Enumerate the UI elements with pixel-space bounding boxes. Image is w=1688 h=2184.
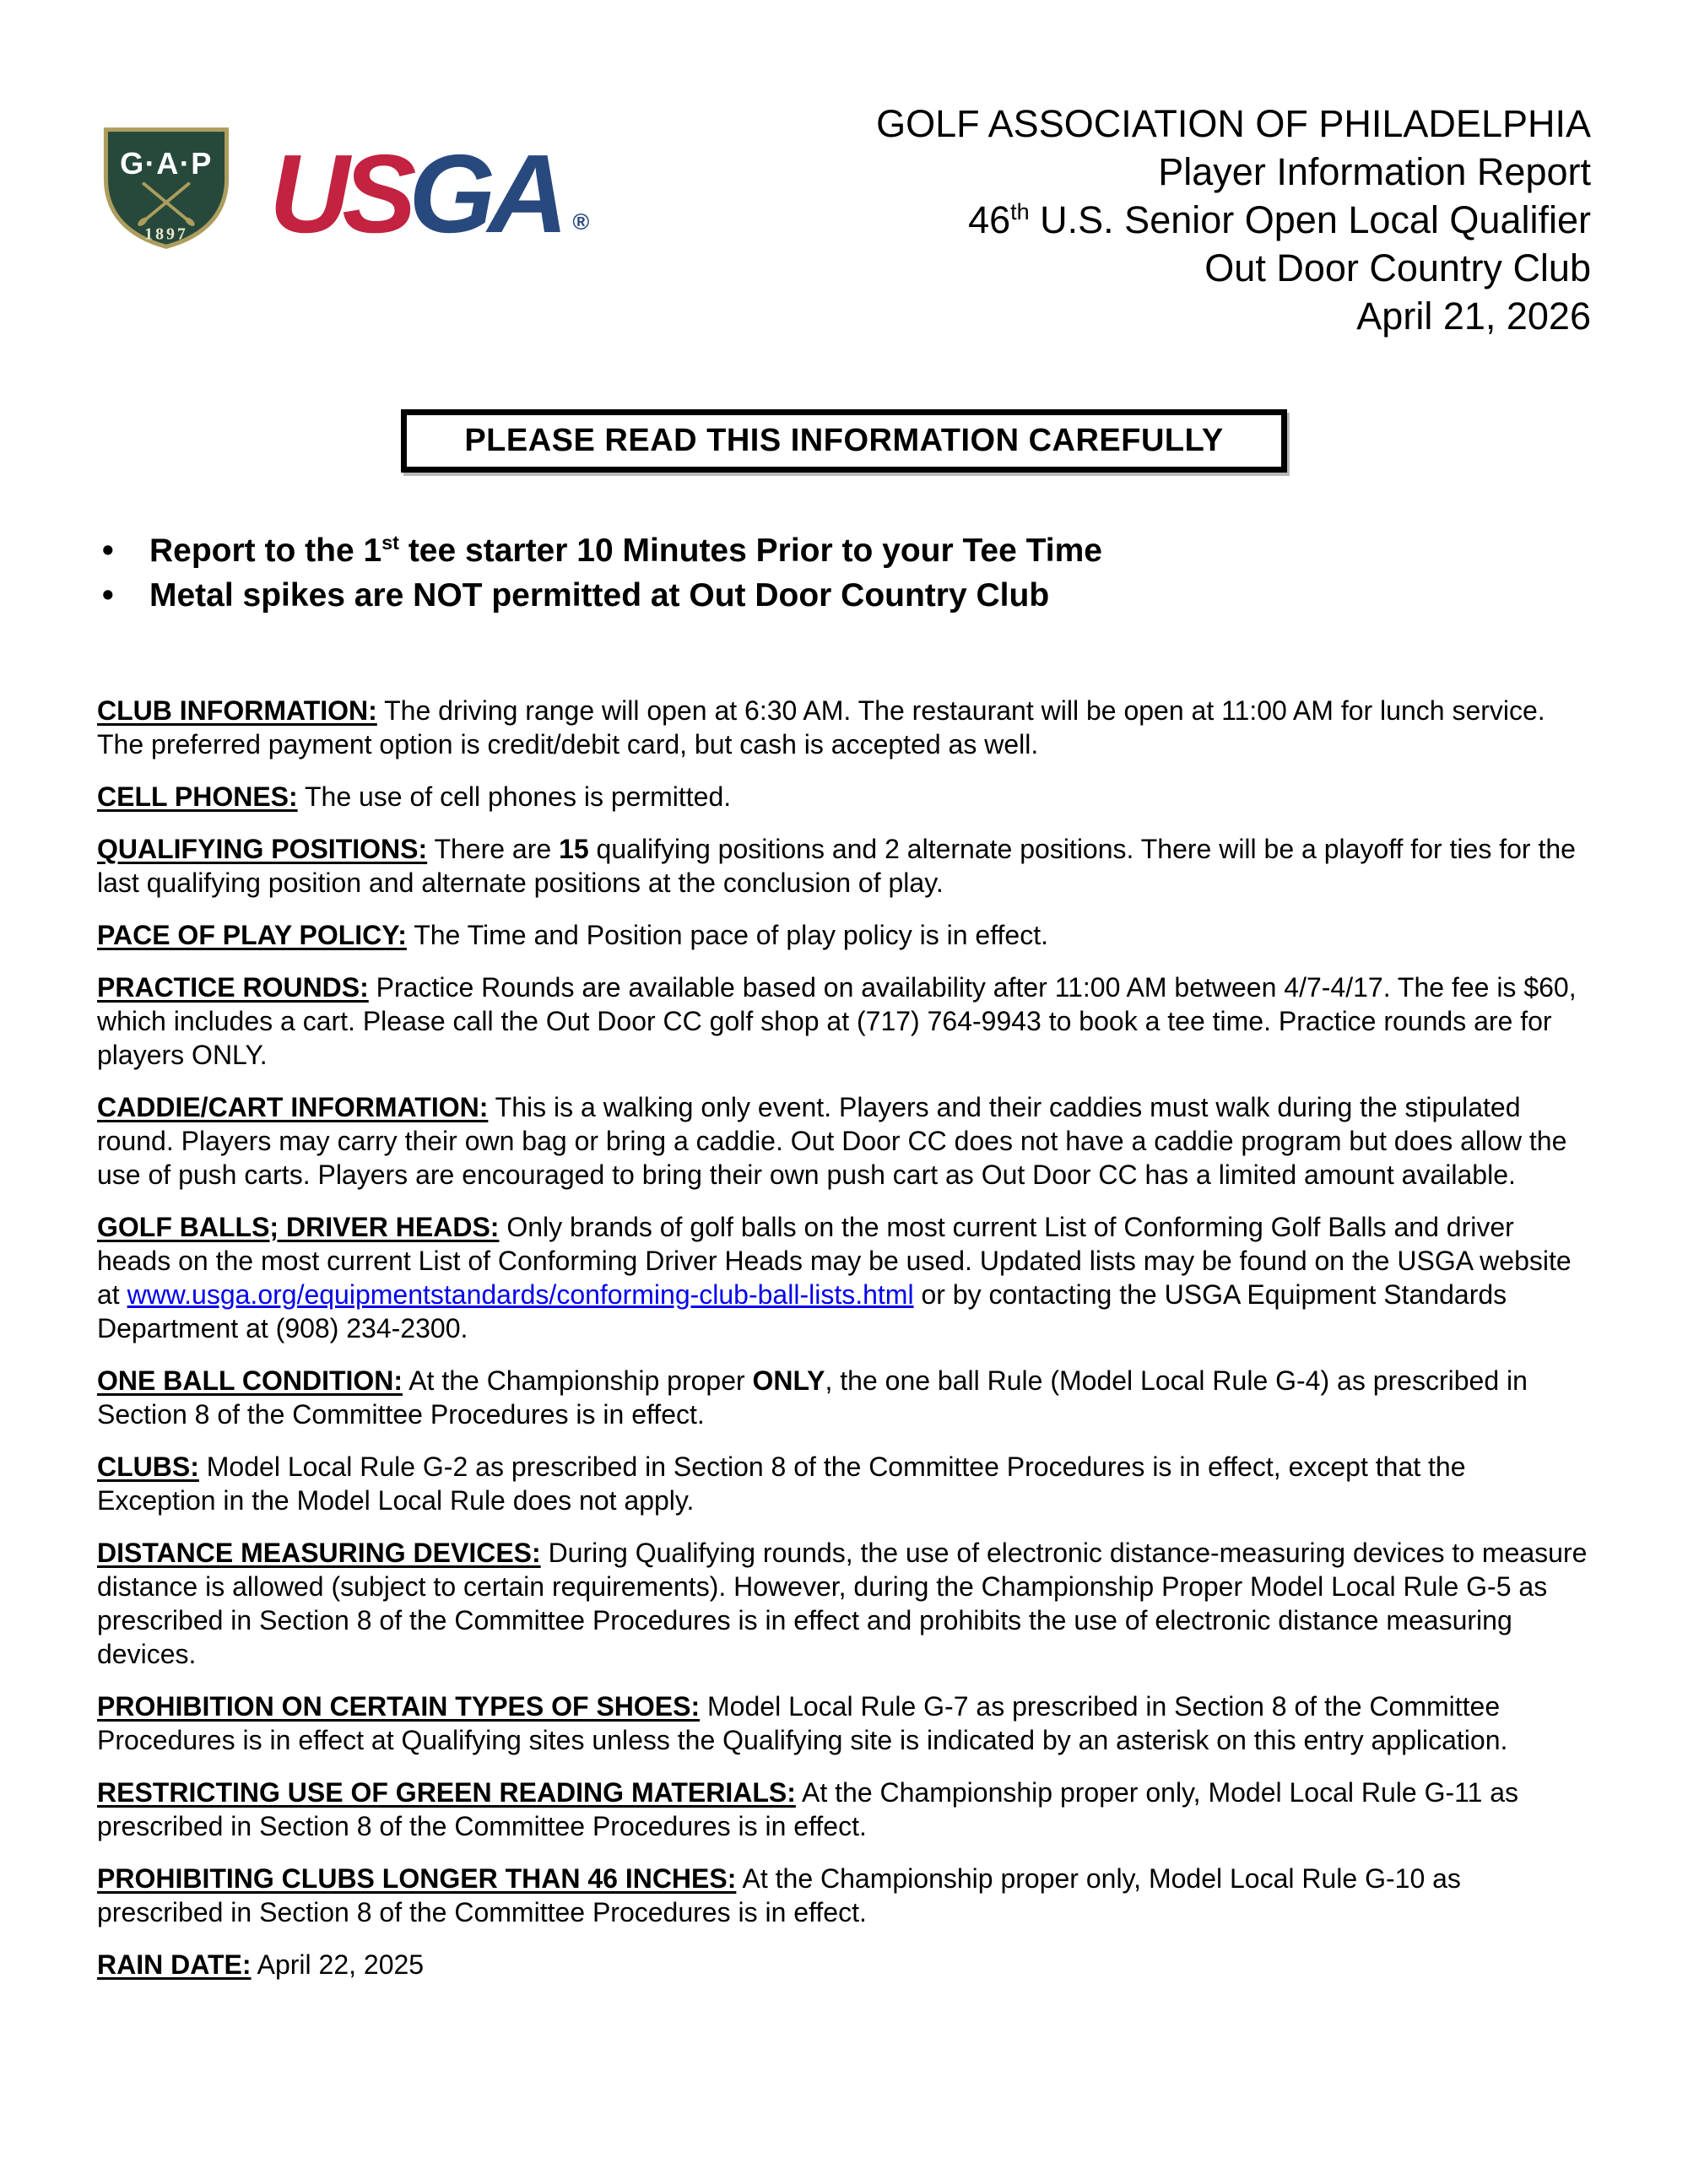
document-header <box>0 0 1688 340</box>
text-run: April 22, 2025 <box>251 1949 425 1980</box>
bold-text: 15 <box>559 834 589 864</box>
text-run: The Time and Position pace of play policy is in effect. <box>406 920 1048 950</box>
text-run: At the Championship proper only, Model Local Rule G-11 as prescribed in Section 8 of the Committee Procedures is in effect. <box>97 1777 1519 1841</box>
usga-us-text: US <box>269 132 409 256</box>
section-label: DISTANCE MEASURING DEVICES: <box>97 1538 541 1568</box>
text-run: Out Door Country Club <box>1204 246 1591 289</box>
text-run: The driving range will open at 6:30 AM. The restaurant will be open at 11:00 AM for lunch service. The preferred payment option is credit/debit card, but cash is accepted as well. <box>97 695 1545 760</box>
usga-conforming-lists-link[interactable]: www.usga.org/equipmentstandards/conforming-club-ball-lists.html <box>127 1279 914 1310</box>
section-label: PRACTICE ROUNDS: <box>97 972 369 1003</box>
section-label: GOLF BALLS; DRIVER HEADS: <box>97 1212 500 1242</box>
usga-ga-text: GA <box>408 132 561 256</box>
title-line-date <box>654 292 1591 340</box>
logo-row <box>97 122 654 256</box>
text-run: At the Championship proper only, Model Local Rule G-10 as prescribed in Section 8 of the Committee Procedures is in effect. <box>97 1863 1461 1927</box>
text-run: Model Local Rule G-2 as prescribed in Section 8 of the Committee Procedures is in effect, except that the Exception in the Model Local Rule does not apply. <box>97 1451 1466 1516</box>
text-run: Model Local Rule G-7 as prescribed in Section 8 of the Committee Procedures is in effect at Qualifying sites unless the Qualifying site is indicated by an asterisk on this entry application. <box>97 1691 1508 1755</box>
gap-logo <box>97 122 235 250</box>
section-label: RAIN DATE: <box>97 1949 252 1980</box>
title-line-association <box>654 100 1591 148</box>
text-run: At the Championship proper <box>403 1365 753 1396</box>
text-run: qualifying positions and 2 alternate positions. There will be a playoff for ties for the last qualifying position and alternate positions at the conclusion of play. <box>97 834 1576 898</box>
section-caddie-cart-information <box>97 1090 1591 1192</box>
text-run: Report to the 1 <box>149 532 382 569</box>
section-pace-of-play-policy <box>97 918 1591 952</box>
text-run: The use of cell phones is permitted. <box>297 781 732 812</box>
key-instructions-list <box>97 528 1591 618</box>
text-run: Player Information Report <box>1158 150 1591 193</box>
section-prohibiting-clubs-longer-than-46-inches <box>97 1862 1591 1929</box>
section-cell-phones <box>97 780 1591 814</box>
bullet-item-tee-time <box>97 528 1591 573</box>
section-practice-rounds <box>97 970 1591 1072</box>
section-label: CLUBS: <box>97 1451 199 1482</box>
section-label: PROHIBITION ON CERTAIN TYPES OF SHOES: <box>97 1691 701 1722</box>
text-run: This is a walking only event. Players and their caddies must walk during the stipulated round. Players may carry their own bag or bring a caddie. Out Door CC does not have a caddie program but does allow the use of push carts. Players are encouraged to bring their own push cart as Out Door CC has a limited amount available. <box>97 1092 1567 1190</box>
gap-year: 1897 <box>144 224 188 244</box>
title-line-report <box>654 148 1591 196</box>
section-prohibition-on-certain-types-of-shoes <box>97 1689 1591 1757</box>
text-run: Only brands of golf balls on the most current List of Conforming Golf Balls and driver heads on the most current List of Conforming Driver Heads may be used. Updated lists may be found on the USGA website at <box>97 1212 1572 1310</box>
text-run: There are <box>427 834 560 864</box>
text-run: Practice Rounds are available based on availability after 11:00 AM between 4/7-4/17. The fee is $60, which includes a cart. Please call the Out Door CC golf shop at (717) 764-9943 to book a tee time. Practice rounds are for players ONLY. <box>97 972 1577 1070</box>
ordinal-superscript: th <box>1010 199 1030 224</box>
text-run: , the one ball Rule (Model Local Rule G-4) as prescribed in Section 8 of the Committee Procedures is in effect. <box>97 1365 1528 1430</box>
section-distance-measuring-devices <box>97 1536 1591 1671</box>
bullet-item-metal-spikes <box>97 573 1591 618</box>
section-rain-date <box>97 1948 1591 1981</box>
section-golf-balls-driver-heads <box>97 1210 1591 1345</box>
sections-container <box>97 694 1591 1981</box>
section-clubs <box>97 1450 1591 1517</box>
text-run: GOLF ASSOCIATION OF PHILADELPHIA <box>876 102 1591 145</box>
section-label: QUALIFYING POSITIONS: <box>97 834 428 864</box>
bold-text: ONLY <box>752 1365 825 1396</box>
section-label: PROHIBITING CLUBS LONGER THAN 46 INCHES: <box>97 1863 737 1894</box>
text-run: or by contacting the USGA Equipment Standards Department at (908) 234-2300. <box>97 1279 1507 1343</box>
gap-monogram: G·A·P <box>120 145 213 181</box>
section-label: CELL PHONES: <box>97 781 298 812</box>
section-label: ONE BALL CONDITION: <box>97 1365 403 1396</box>
title-line-venue <box>654 244 1591 292</box>
document-title-block <box>654 100 1591 340</box>
text-run: tee starter 10 Minutes Prior to your Tee Time <box>398 532 1102 569</box>
section-qualifying-positions <box>97 832 1591 900</box>
notice-text: PLEASE READ THIS INFORMATION CAREFULLY <box>464 423 1224 458</box>
text-run: 46 <box>968 198 1011 241</box>
ordinal-superscript: st <box>381 532 399 554</box>
section-label: CADDIE/CART INFORMATION: <box>97 1092 489 1122</box>
section-club-information <box>97 694 1591 761</box>
text-run: Metal spikes are NOT permitted at Out Door Country Club <box>149 577 1050 614</box>
usga-logo <box>269 132 590 256</box>
section-label: CLUB INFORMATION: <box>97 695 377 726</box>
text-run: U.S. Senior Open Local Qualifier <box>1029 198 1591 241</box>
text-run: During Qualifying rounds, the use of electronic distance-measuring devices to measure distance is allowed (subject to certain requirements). However, during the Championship Proper Model Local Rule G-5 as prescribed in Section 8 of the Committee Procedures is in effect and prohibits the use of electronic distance measuring devices. <box>97 1538 1588 1669</box>
section-label: RESTRICTING USE OF GREEN READING MATERIALS: <box>97 1777 796 1808</box>
section-one-ball-condition <box>97 1364 1591 1431</box>
section-label: PACE OF PLAY POLICY: <box>97 920 407 950</box>
title-line-event <box>654 196 1591 244</box>
section-restricting-use-of-green-reading-materials <box>97 1776 1591 1843</box>
registered-trademark-icon: ® <box>572 209 590 235</box>
text-run: April 21, 2026 <box>1356 295 1591 338</box>
notice-box <box>401 409 1287 473</box>
